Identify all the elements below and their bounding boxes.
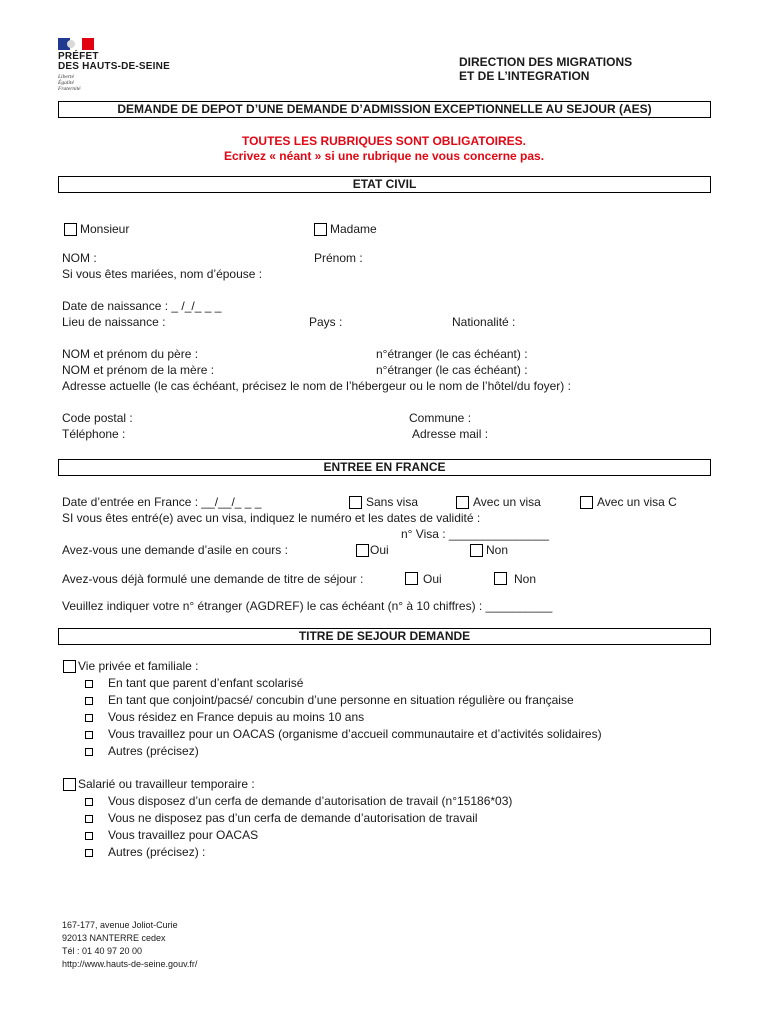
salarie-item-3-checkbox[interactable]	[85, 832, 93, 840]
titre-oui-label: Oui	[423, 572, 442, 586]
salarie-item-4-checkbox[interactable]	[85, 849, 93, 857]
asile-non-checkbox[interactable]	[470, 544, 483, 557]
vpf-item-3-checkbox[interactable]	[85, 714, 93, 722]
titre-formule-label: Avez-vous déjà formulé une demande de titre de séjour :	[62, 572, 364, 586]
code-postal-label: Code postal :	[62, 411, 133, 425]
vpf-item-4-checkbox[interactable]	[85, 731, 93, 739]
vpf-item-1-checkbox[interactable]	[85, 680, 93, 688]
date-entree-label: Date d’entrée en France : __/__/_ _ _	[62, 495, 262, 509]
salarie-checkbox[interactable]	[63, 778, 76, 791]
asile-oui-checkbox[interactable]	[356, 544, 369, 557]
adresse-label: Adresse actuelle (le cas échéant, précisez le nom de l’hébergeur ou le nom de l’hôtel/du foyer) :	[62, 379, 571, 393]
avec-visa-label: Avec un visa	[473, 495, 541, 509]
monsieur-label: Monsieur	[80, 222, 130, 236]
footer-address-1: 167-177, avenue Joliot-Curie	[62, 920, 178, 930]
commune-label: Commune :	[409, 411, 472, 425]
vpf-item-2-checkbox[interactable]	[85, 697, 93, 705]
avec-visa-checkbox[interactable]	[456, 496, 469, 509]
salarie-item-4-label: Autres (précisez) :	[108, 845, 206, 859]
french-flag-icon	[58, 38, 94, 50]
nom-label: NOM :	[62, 251, 97, 265]
vpf-item-5-checkbox[interactable]	[85, 748, 93, 756]
salarie-item-2-checkbox[interactable]	[85, 815, 93, 823]
logo-motto-1: Liberté	[58, 74, 74, 80]
footer-website-link[interactable]: http://www.hauts-de-seine.gouv.fr/	[62, 959, 198, 969]
notice-line-2: Ecrivez « néant » si une rubrique ne vous concerne pas.	[223, 149, 545, 163]
vpf-item-3-label: Vous résidez en France depuis au moins 10 ans	[108, 710, 365, 724]
sans-visa-checkbox[interactable]	[349, 496, 362, 509]
nom-epouse-label: Si vous êtes mariées, nom d’épouse :	[62, 267, 263, 281]
lieu-naissance-label: Lieu de naissance :	[62, 315, 166, 329]
prenom-label: Prénom :	[314, 251, 363, 265]
mere-label: NOM et prénom de la mère :	[62, 363, 215, 377]
logo-motto-3: Fraternité	[58, 86, 81, 92]
vpf-label: Vie privée et familiale :	[78, 659, 199, 673]
salarie-item-3-label: Vous travaillez pour OACAS	[108, 828, 259, 842]
salarie-item-1-checkbox[interactable]	[85, 798, 93, 806]
madame-label: Madame	[330, 222, 377, 236]
footer-phone: Tél : 01 40 97 20 00	[62, 946, 143, 956]
pere-label: NOM et prénom du père :	[62, 347, 199, 361]
agdref-label: Veuillez indiquer votre n° étranger (AGDREF) le cas échéant (n° à 10 chiffres) : __________	[62, 599, 553, 613]
avec-visa-c-label: Avec un visa C	[597, 495, 677, 509]
asile-non-label: Non	[486, 543, 509, 557]
mere-etranger-label: n°étranger (le cas échéant) :	[376, 363, 528, 377]
vpf-item-5-label: Autres (précisez)	[108, 744, 199, 758]
section-header-titre: TITRE DE SEJOUR DEMANDE	[58, 628, 711, 645]
asile-label: Avez-vous une demande d’asile en cours :	[62, 543, 288, 557]
vpf-item-1-label: En tant que parent d’enfant scolarisé	[108, 676, 304, 690]
vpf-checkbox[interactable]	[63, 660, 76, 673]
vpf-item-2-label: En tant que conjoint/pacsé/ concubin d’une personne en situation régulière ou française	[108, 693, 574, 707]
si-visa-label: SI vous êtes entré(e) avec un visa, indiquez le numéro et les dates de validité :	[62, 511, 481, 525]
pays-label: Pays :	[309, 315, 343, 329]
section-header-etat-civil: ETAT CIVIL	[58, 176, 711, 193]
telephone-label: Téléphone :	[62, 427, 126, 441]
notice-line-1: TOUTES LES RUBRIQUES SONT OBLIGATOIRES.	[241, 134, 527, 148]
asile-oui-label: Oui	[370, 543, 389, 557]
date-naissance-label: Date de naissance : _ /_/_ _ _	[62, 299, 222, 313]
madame-checkbox[interactable]	[314, 223, 327, 236]
direction-line-2: ET DE L’INTEGRATION	[459, 69, 590, 83]
mail-label: Adresse mail :	[412, 427, 489, 441]
no-visa-label: n° Visa : _______________	[401, 527, 550, 541]
nationalite-label: Nationalité :	[452, 315, 516, 329]
direction-line-1: DIRECTION DES MIGRATIONS	[459, 55, 633, 69]
salarie-item-2-label: Vous ne disposez pas d’un cerfa de demande d’autorisation de travail	[108, 811, 478, 825]
section-header-entree: ENTREE EN FRANCE	[58, 459, 711, 476]
logo-motto-2: Égalité	[58, 80, 74, 86]
monsieur-checkbox[interactable]	[64, 223, 77, 236]
pere-etranger-label: n°étranger (le cas échéant) :	[376, 347, 528, 361]
logo-line2: DES HAUTS-DE-SEINE	[58, 61, 170, 72]
vpf-item-4-label: Vous travaillez pour un OACAS (organisme d’accueil communautaire et d’activités solidaires)	[108, 727, 602, 741]
titre-oui-checkbox[interactable]	[405, 572, 418, 585]
titre-non-checkbox[interactable]	[494, 572, 507, 585]
form-title: DEMANDE DE DEPOT D’UNE DEMANDE D’ADMISSION EXCEPTIONNELLE AU SEJOUR (AES)	[58, 101, 711, 118]
avec-visa-c-checkbox[interactable]	[580, 496, 593, 509]
footer-address-2: 92013 NANTERRE cedex	[62, 933, 166, 943]
salarie-item-1-label: Vous disposez d’un cerfa de demande d’autorisation de travail (n°15186*03)	[108, 794, 513, 808]
titre-non-label: Non	[514, 572, 537, 586]
salarie-label: Salarié ou travailleur temporaire :	[78, 777, 255, 791]
logo-line1: PRÉFET	[58, 51, 99, 62]
sans-visa-label: Sans visa	[366, 495, 419, 509]
